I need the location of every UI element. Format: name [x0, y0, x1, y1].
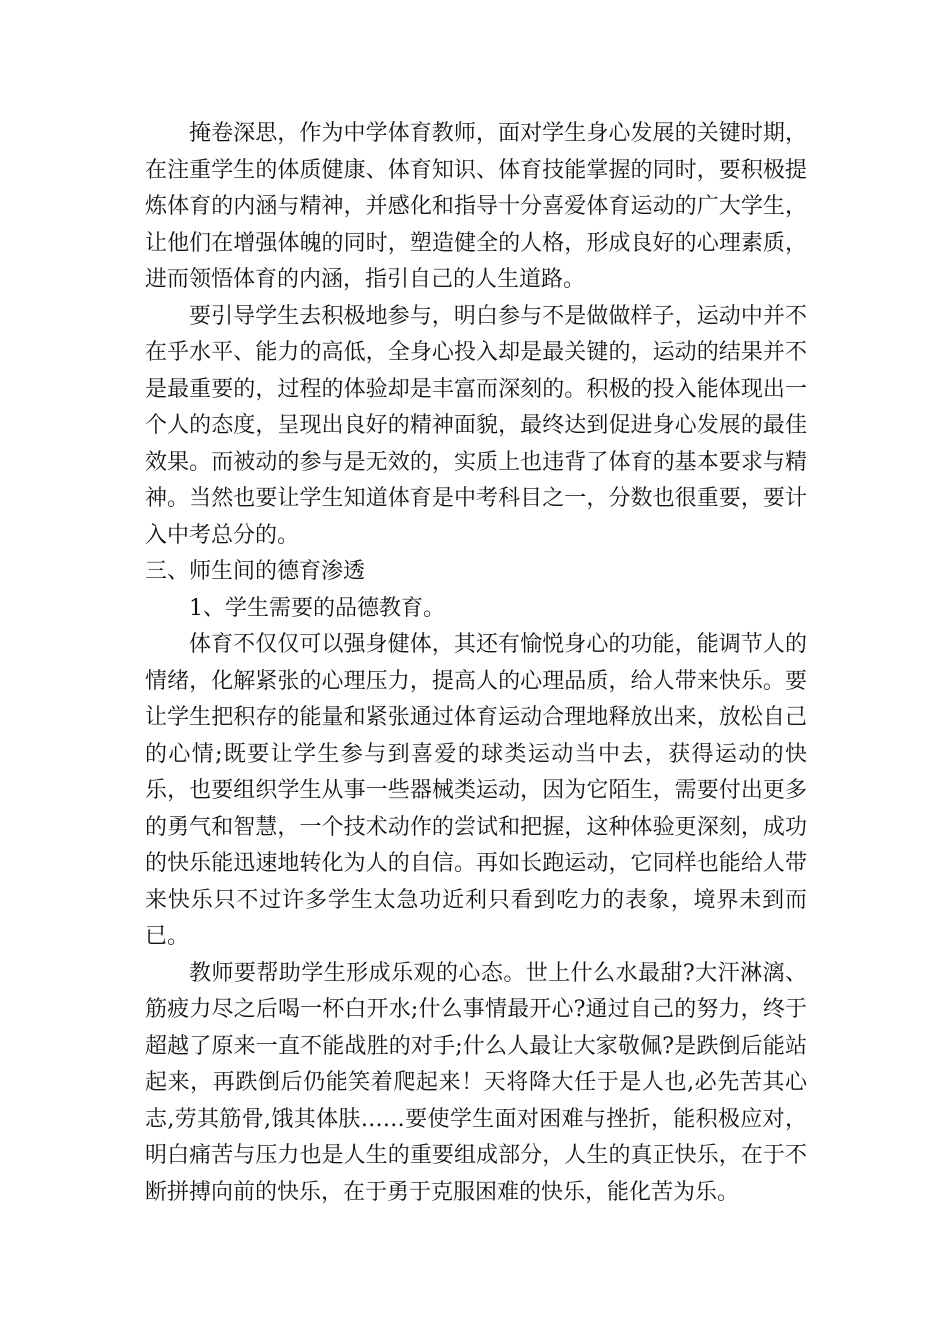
paragraph-joy-of-sport: 体育不仅仅可以强身健体，其还有愉悦身心的功能，能调节人的情绪，化解紧张的心理压力，提高人的心理品质，给人带来快乐。要让学生把积存的能量和紧张通过体育运动合理地释放出来，放松自己的心情;既要让学生参与到喜爱的球类运动当中去，获得运动的快乐，也要组织学生从事一些器械类运动，因为它陌生，需要付出更多的勇气和智慧，一个技术动作的尝试和把握，这种体验更深刻，成功的快乐能迅速地转化为人的自信。再如长跑运动，它同样也能给人带来快乐只不过许多学生太急功近利只看到吃力的表象，境界未到而已。 [145, 632, 807, 949]
subsection-heading: 1、学生需要的品德教育。 [189, 595, 445, 621]
paragraph-participation: 要引导学生去积极地参与，明白参与不是做做样子，运动中并不在乎水平、能力的高低，全身心投入却是最关键的，运动的结果并不是最重要的，过程的体验却是丰富而深刻的。积极的投入能体现出一个人的态度，呈现出良好的精神面貌，最终达到促进身心发展的最佳效果。而被动的参与是无效的，实质上也违背了体育的基本要求与精神。当然也要让学生知道体育是中考科目之一，分数也很重要，要计入中考总分的。 [145, 303, 807, 548]
section-heading: 三、师生间的德育渗透 [145, 559, 366, 584]
document-body [145, 116, 807, 1211]
paragraph-optimism: 教师要帮助学生形成乐观的心态。世上什么水最甜?大汗淋漓、筋疲力尽之后喝一杯白开水;什么事情最开心?通过自己的努力，终于超越了原来一直不能战胜的对手;什么人最让大家敬佩?是跌倒后能站起来，再跌倒后仍能笑着爬起来！天将降大任于是人也,必先苦其心志,劳其筋骨,饿其体肤……要使学生面对困难与挫折，能积极应对，明白痛苦与压力也是人生的重要组成部分，人生的真正快乐，在于不断拼搏向前的快乐，在于勇于克服困难的快乐，能化苦为乐。 [145, 960, 807, 1205]
paragraph-reflection: 掩卷深思，作为中学体育教师，面对学生身心发展的关键时期，在注重学生的体质健康、体育知识、体育技能掌握的同时，要积极提炼体育的内涵与精神，并感化和指导十分喜爱体育运动的广大学生，让他们在增强体魄的同时，塑造健全的人格，形成良好的心理素质，进而领悟体育的内涵，指引自己的人生道路。 [145, 121, 807, 292]
